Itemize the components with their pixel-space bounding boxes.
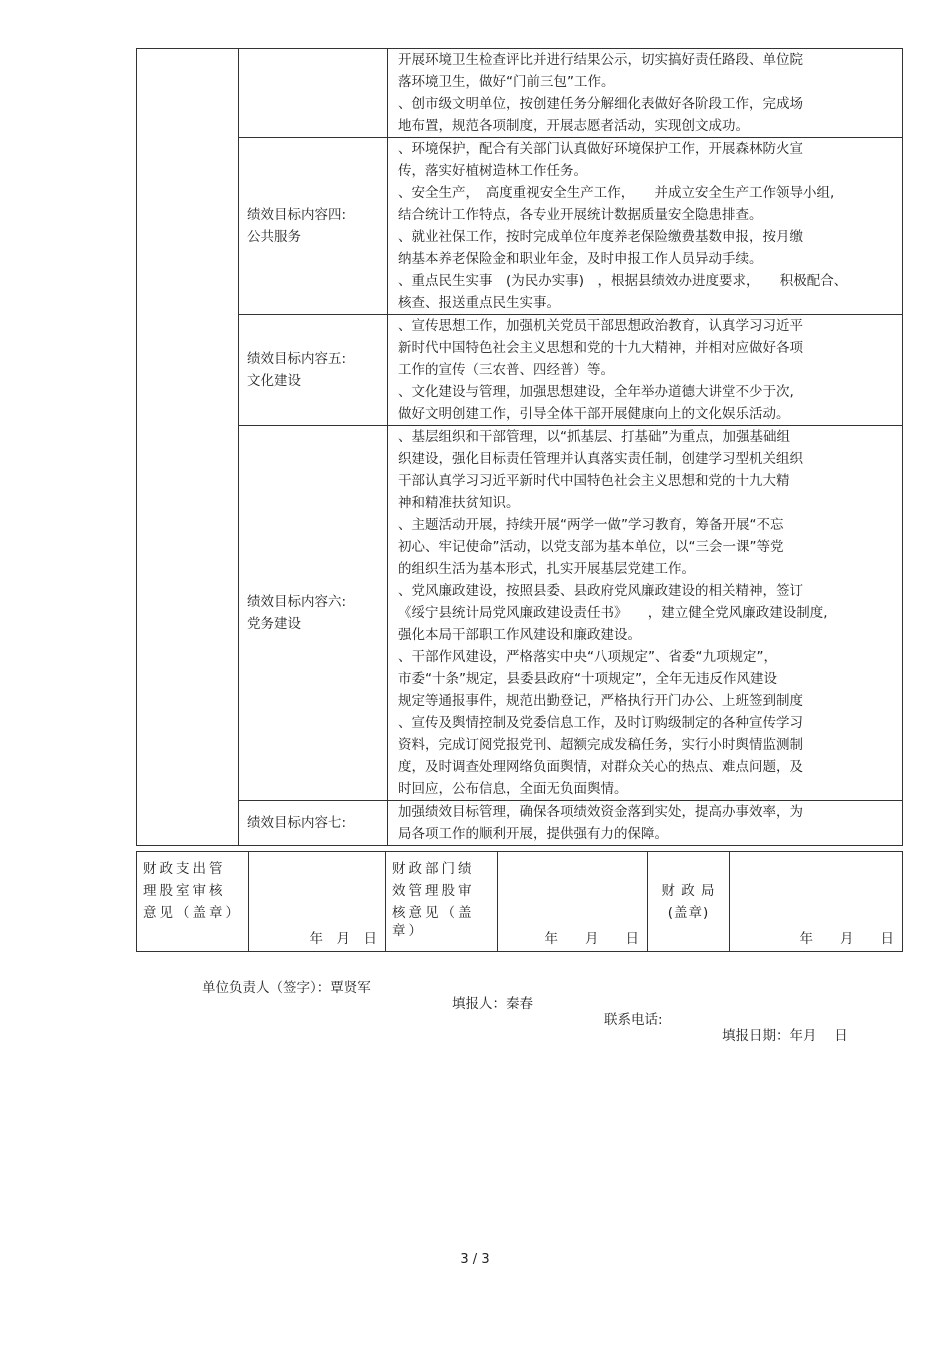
content-line: 新时代中国特色社会主义思想和党的十九大精神，并相对应做好各项 bbox=[398, 340, 803, 356]
content-line: 、安全生产， 高度重视安全生产工作， 并成立安全生产工作领导小组, bbox=[398, 185, 835, 201]
goal-label-cell bbox=[239, 315, 388, 426]
goal-label: 公共服务 bbox=[247, 229, 301, 245]
finance-office-sign-cell bbox=[249, 852, 386, 952]
content-line: 市委“十条”规定，县委县政府“十项规定”，全年无违反作风建设 bbox=[398, 671, 777, 687]
content-line: 时回应，公布信息，全面无负面舆情。 bbox=[398, 781, 628, 797]
goal-content-cell bbox=[388, 138, 903, 315]
date-3: 年 月 日 bbox=[799, 931, 894, 947]
content-line: 资料，完成订阅党报党刊、超额完成发稿任务，实行小时舆情监测制 bbox=[398, 737, 803, 753]
goal-label: 绩效目标内容五: bbox=[247, 351, 347, 367]
contact-phone: 联系电话: bbox=[604, 1012, 663, 1028]
filler: 填报人：秦春 bbox=[452, 996, 533, 1012]
content-line: 、宣传及舆情控制及党委信息工作，及时订购级制定的各种宣传学习 bbox=[398, 715, 803, 731]
content-line: 结合统计工作特点，各专业开展统计数据质量安全隐患排查。 bbox=[398, 207, 763, 223]
content-line: 、主题活动开展，持续开展“两学一做”学习教育，筹备开展“不忘 bbox=[398, 517, 784, 533]
content-line: 落环境卫生，做好“门前三包”工作。 bbox=[398, 74, 615, 90]
content-line: 地布置，规范各项制度，开展志愿者活动，实现创文成功。 bbox=[398, 118, 749, 134]
goal-content-cell bbox=[388, 426, 903, 801]
performance-goals-table bbox=[136, 48, 903, 846]
content-line: 的组织生活为基本形式，扎实开展基层党建工作。 bbox=[398, 561, 695, 577]
content-line: 初心、牢记使命”活动，以党支部为基本单位，以“三会一课”等党 bbox=[398, 539, 784, 555]
goal-content-cell bbox=[388, 801, 903, 846]
content-line: 神和精准扶贫知识。 bbox=[398, 495, 520, 511]
content-line: 、党风廉政建设，按照县委、县政府党风廉政建设的相关精神，签订 bbox=[398, 583, 803, 599]
goal-row bbox=[137, 49, 903, 138]
performance-dept-label: 财政部门绩 效管理股审 核意见（盖 章） bbox=[386, 852, 498, 952]
content-line: 开展环境卫生检查评比并进行结果公示，切实搞好责任路段、单位院 bbox=[398, 52, 803, 68]
content-line: 度，及时调查处理网络负面舆情，对群众关心的热点、难点问题，及 bbox=[398, 759, 803, 775]
goal-label: 绩效目标内容六: bbox=[247, 594, 347, 610]
content-line: 、基层组织和干部管理，以“抓基层、打基础”为重点，加强基础组 bbox=[398, 429, 790, 445]
date-1: 年 月 日 bbox=[309, 931, 377, 947]
content-line: 、干部作风建设，严格落实中央“八项规定”、省委“九项规定”， bbox=[398, 649, 777, 665]
goal-row bbox=[137, 315, 903, 426]
content-line: 、环境保护，配合有关部门认真做好环境保护工作，开展森林防火宣 bbox=[398, 141, 803, 157]
content-line: 局各项工作的顺利开展，提供强有力的保障。 bbox=[398, 826, 668, 842]
content-line: 《绥宁县统计局党风廉政建设责任书》 ，建立健全党风廉政建设制度, bbox=[398, 605, 828, 621]
performance-dept-sign-cell bbox=[498, 852, 648, 952]
goal-row bbox=[137, 138, 903, 315]
goal-label: 文化建设 bbox=[247, 373, 301, 389]
fill-date: 填报日期：年月 日 bbox=[722, 1028, 848, 1044]
content-line: 强化本局干部职工作风建设和廉政建设。 bbox=[398, 627, 641, 643]
goal-row bbox=[137, 426, 903, 801]
page-number: 3 / 3 bbox=[460, 1252, 490, 1267]
content-line: 干部认真学习习近平新时代中国特色社会主义思想和党的十九大精 bbox=[398, 473, 790, 489]
content-line: 、文化建设与管理，加强思想建设，全年举办道德大讲堂不少于次, bbox=[398, 384, 794, 400]
finance-office-label: 财政支出管 理股室审核 意见（盖章） bbox=[137, 852, 249, 952]
goal-content-cell bbox=[388, 315, 903, 426]
finance-bureau-label: 财 政 局 (盖章) bbox=[648, 852, 730, 952]
content-line: 、创市级文明单位，按创建任务分解细化表做好各阶段工作，完成场 bbox=[398, 96, 803, 112]
responsible-person: 单位负责人（签字）：覃贤军 bbox=[202, 980, 371, 996]
approval-table bbox=[136, 851, 903, 952]
content-line: 、宣传思想工作，加强机关党员干部思想政治教育，认真学习习近平 bbox=[398, 318, 803, 334]
footer bbox=[0, 960, 950, 1044]
content-line: 、就业社保工作，按时完成单位年度养老保险缴费基数申报，按月缴 bbox=[398, 229, 803, 245]
goal-label: 绩效目标内容七: bbox=[247, 815, 347, 831]
content-line: 核查、报送重点民生实事。 bbox=[398, 295, 560, 311]
finance-bureau-sign-cell bbox=[730, 852, 903, 952]
goal-label-cell bbox=[239, 801, 388, 846]
goal-row bbox=[137, 801, 903, 846]
content-line: 传，落实好植树造林工作任务。 bbox=[398, 163, 587, 179]
content-line: 纳基本养老保险金和职业年金，及时申报工作人员异动手续。 bbox=[398, 251, 763, 267]
goal-label: 党务建设 bbox=[247, 616, 301, 632]
goal-label-cell bbox=[239, 426, 388, 801]
goal-content-cell bbox=[388, 49, 903, 138]
goal-label-cell bbox=[239, 138, 388, 315]
category-cell bbox=[137, 49, 239, 846]
content-line: 加强绩效目标管理，确保各项绩效资金落到实处，提高办事效率，为 bbox=[398, 804, 803, 820]
content-line: 规定等通报事件，规范出勤登记，严格执行开门办公、上班签到制度 bbox=[398, 693, 803, 709]
goal-label-cell bbox=[239, 49, 388, 138]
goal-label: 绩效目标内容四: bbox=[247, 207, 347, 223]
date-2: 年 月 日 bbox=[544, 931, 639, 947]
content-line: 做好文明创建工作，引导全体干部开展健康向上的文化娱乐活动。 bbox=[398, 406, 790, 422]
content-line: 织建设，强化目标责任管理并认真落实责任制，创建学习型机关组织 bbox=[398, 451, 803, 467]
content-line: 工作的宣传（三农普、四经普）等。 bbox=[398, 362, 614, 378]
content-line: 、重点民生实事 (为民办实事) ，根据县绩效办进度要求， 积极配合、 bbox=[398, 273, 848, 289]
